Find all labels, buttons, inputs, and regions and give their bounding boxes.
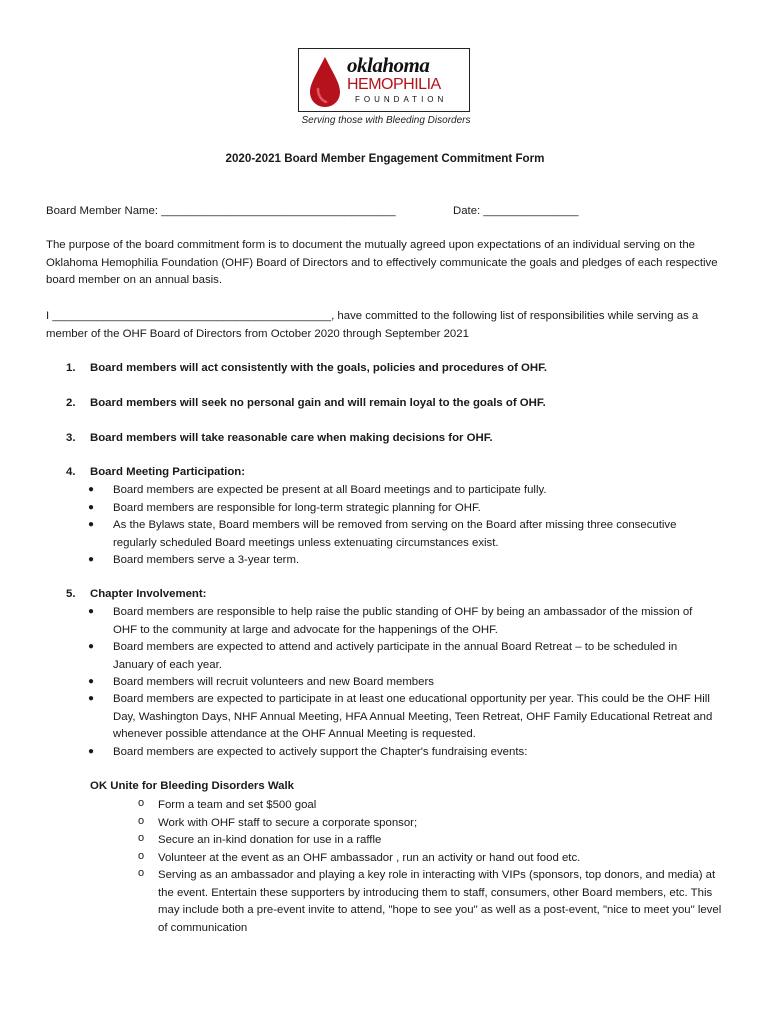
commitment-paragraph: I ____________________________________________, have committed to the following list of responsibilities while serving as a member of the OHF Board of Directors from October 2020 through September 2021 <box>46 310 699 340</box>
bullet-icon: ● <box>88 693 95 704</box>
sub-bullet-icon: o <box>138 850 145 862</box>
item-text: Board members will seek no personal gain and will remain loyal to the goals of OHF. <box>90 397 546 409</box>
bullet-icon: ● <box>88 484 95 495</box>
item-text: Chapter Involvement: <box>90 588 207 600</box>
logo-frame <box>298 48 470 112</box>
item-text: Board members will act consistently with the goals, policies and procedures of OHF. <box>90 362 547 374</box>
list-item: Board members are expected to attend and actively participate in the annual Board Retreat – to be scheduled in January of each year. <box>113 641 678 671</box>
item-text: Board Meeting Participation: <box>90 466 246 478</box>
item-number: 4. <box>66 466 76 478</box>
bullet-icon: ● <box>88 554 95 565</box>
list-item: Volunteer at the event as an OHF ambassador , run an activity or hand out food etc. <box>158 852 581 864</box>
bullet-icon: ● <box>88 746 95 757</box>
logo-word-hemophilia: HEMOPHILIA <box>347 76 441 93</box>
list-item: Board members are responsible for long-term strategic planning for OHF. <box>113 502 481 514</box>
foundation-logo <box>298 48 472 132</box>
logo-word-oklahoma: oklahoma <box>347 53 430 77</box>
date-field: Date: _______________ <box>453 205 579 217</box>
board-member-name-field: Board Member Name: _____________________________________ <box>46 205 396 217</box>
item-number: 2. <box>66 397 76 409</box>
list-item: Board members are expected be present at all Board meetings and to participate fully. <box>113 484 547 496</box>
list-item: Form a team and set $500 goal <box>158 799 317 811</box>
sub-bullet-icon: o <box>138 832 145 844</box>
logo-tagline: Serving those with Bleeding Disorders <box>301 115 471 126</box>
bullet-icon: ● <box>88 676 95 687</box>
bullet-icon: ● <box>88 606 95 617</box>
item-number: 5. <box>66 588 76 600</box>
bullet-icon: ● <box>88 641 95 652</box>
list-item: Serving as an ambassador and playing a key role in interacting with VIPs (sponsors, top donors, and media) at the event. Entertain these supporters by introducing them to staff, consumers, other Board members, etc. This may include both a pre-event invite to attend, "hope to see you" as well as a post-event, "nice to meet you" level of communication <box>158 869 722 934</box>
list-item: Work with OHF staff to secure a corporate sponsor; <box>158 817 418 829</box>
list-item: Board members are responsible to help raise the public standing of OHF by being an ambassador of the mission of OHF to the community at large and advocate for the happenings of the OHF. <box>113 606 693 636</box>
item-number: 1. <box>66 362 76 374</box>
list-item: As the Bylaws state, Board members will be removed from serving on the Board after missing three consecutive regularly scheduled Board meetings unless extenuating circumstances exist. <box>113 519 677 549</box>
logo-word-foundation: FOUNDATION <box>355 95 448 104</box>
list-item: Secure an in-kind donation for use in a raffle <box>158 834 382 846</box>
list-item: Board members are expected to actively support the Chapter's fundraising events: <box>113 746 528 758</box>
sub-bullet-icon: o <box>138 815 145 827</box>
blood-drop-icon <box>307 55 343 109</box>
sub-bullet-icon: o <box>138 797 145 809</box>
sub-bullet-icon: o <box>138 867 145 879</box>
walk-heading: OK Unite for Bleeding Disorders Walk <box>90 780 295 792</box>
list-item: Board members will recruit volunteers and new Board members <box>113 676 434 688</box>
bullet-icon: ● <box>88 502 95 513</box>
form-title: 2020-2021 Board Member Engagement Commitment Form <box>225 152 545 165</box>
item-number: 3. <box>66 432 76 444</box>
list-item: Board members serve a 3-year term. <box>113 554 300 566</box>
item-text: Board members will take reasonable care when making decisions for OHF. <box>90 432 493 444</box>
bullet-icon: ● <box>88 519 95 530</box>
list-item: Board members are expected to participate in at least one educational opportunity per year. This could be the OHF Hill Day, Washington Days, NHF Annual Meeting, HFA Annual Meeting, Teen Retreat, OHF Family Educational Retreat and whenever possible attendance at the OHF Annual Meeting is requested. <box>113 693 713 740</box>
purpose-paragraph: The purpose of the board commitment form is to document the mutually agreed upon expectations of an individual serving on the Oklahoma Hemophilia Foundation (OHF) Board of Directors and to effectively communicate the goals and pledges of each respective board member on an annual basis. <box>46 239 718 286</box>
